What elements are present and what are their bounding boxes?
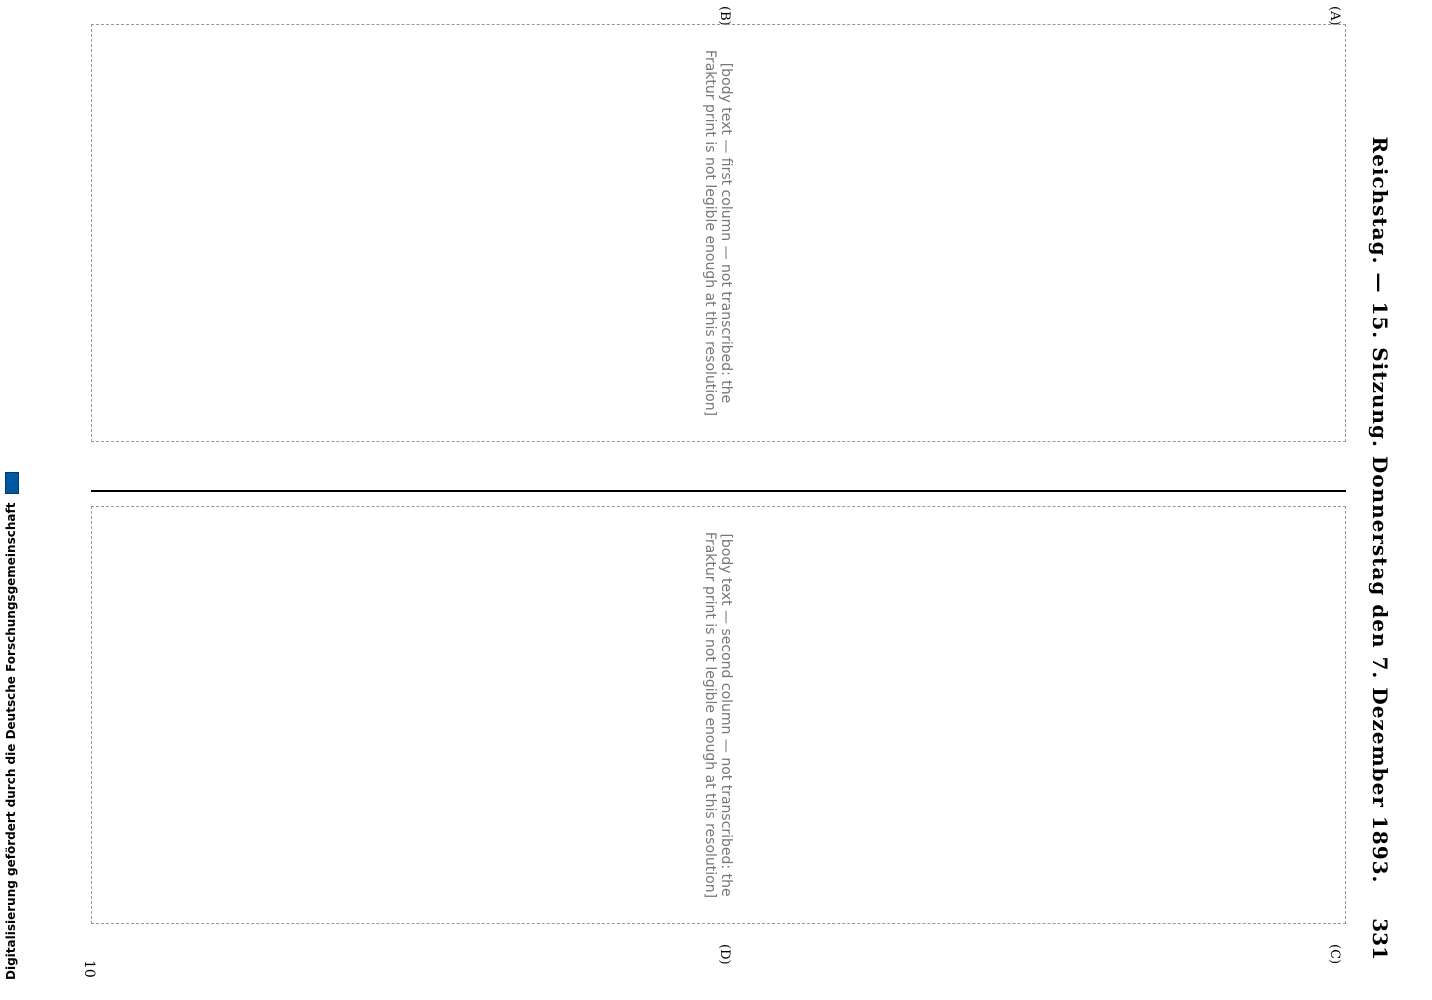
digitization-credit bbox=[4, 40, 28, 980]
column-marker-b: (B) bbox=[717, 6, 732, 26]
body-column-left bbox=[91, 24, 1346, 442]
unread-column-placeholder: [body text — second column — not transcribed: the Fraktur print is not legible enough at this resolution] bbox=[91, 506, 1346, 924]
running-title: Reichstag. — 15. Sitzung. Donnerstag den 7. Dezember 1893. bbox=[1368, 136, 1392, 884]
unread-column-placeholder: [body text — first column — not transcribed: the Fraktur print is not legible enough at this resolution] bbox=[91, 24, 1346, 442]
dfg-logo-icon bbox=[5, 472, 19, 494]
page-signature: 10 bbox=[81, 960, 97, 978]
body-column-right bbox=[91, 506, 1346, 924]
page-number: 331 bbox=[1368, 918, 1392, 960]
column-marker-c: (C) bbox=[1327, 944, 1342, 965]
credit-text: Digitalisierung gefördert durch die Deutsche Forschungsgemeinschaft bbox=[4, 502, 18, 980]
column-divider bbox=[91, 490, 1346, 492]
column-marker-a: (A) bbox=[1327, 6, 1342, 26]
page-header bbox=[1362, 30, 1392, 970]
column-marker-d: (D) bbox=[717, 944, 732, 965]
